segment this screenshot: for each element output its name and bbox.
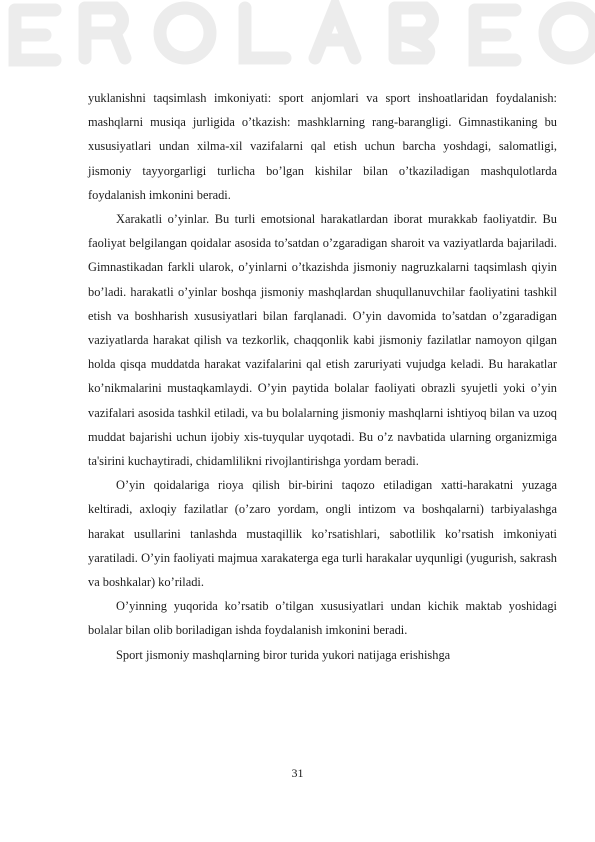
paragraph: yuklanishni taqsimlash imkoniyati: sport anjomlari va sport inshoatlaridan foydalanish: mashqlarni musiqa jurligida o’tkazish: mashklarning rang-barangligi. Gimnastikaning bu xususiyatlari undan xilma-xil vazifalarni qal etish uchun barcha yoshdagi, salomatligi, jismoniy tayyorgarligi turlicha bo’lgan kishilar bilan o’tkaziladigan mashqulotlarda foydalanish imkonini beradi. xyxy=(88,91,557,202)
watermark-logo xyxy=(315,8,355,58)
paragraph: O’yinning yuqorida ko’rsatib o’tilgan xususiyatlari undan kichik maktab yoshidagi bolalar bilan olib boriladigan ishda foydalanish imkonini beradi. xyxy=(88,599,557,638)
watermark-logo xyxy=(395,8,433,58)
watermark-logo xyxy=(85,8,125,58)
watermark-logo xyxy=(160,8,210,58)
document-body xyxy=(88,86,557,667)
paragraph: Sport jismoniy mashqlarning biror turida yukori natijaga erishishga xyxy=(116,647,451,662)
page-number: 31 xyxy=(291,766,304,780)
watermark-logo xyxy=(475,10,515,60)
paragraph: Xarakatli o’yinlar. Bu turli emotsional harakatlardan iborat murakkab faoliyatdir. Bu faoliyat belgilangan qoidalar asosida to’satdan o’zgaradigan sharoit va vaziyatlarda bajariladi. Gimnastikadan farkli ularok, o’yinlarni o’tkazishda jismoniy nagruzkalarni taqsimlash qiyin bo’ladi. harakatli o’yinlar boshqa jismoniy mashqlardan shuqullanuvchilar faoliyatini tashkil etish va boshharish xususiyatlari bilan farqlanadi. O’yin davomida to’satdan o’zgaradigan vaziyatlarda harakat qilish va tezkorlik, chaqqonlik kabi jismoniy fazilatlar namoyon qilgan holda qisqa muddatda harakat vazifalarini qal etish zaruriyati vujudga keladi. Bu harakatlar ko’nikmalarini mustaqkamlaydi. O’yin paytida bolalar faoliyati obrazli syujetli yoki o’yin vazifalari asosida tashkil etiladi, va bu bolalarning jismoniy mashqlarni ishtiyoq bilan va uzoq muddat bajarishi uchun ijobiy xis-tuyqular uyqotadi. Bu o’z navbatida ularning organizmiga ta'sirini kuchaytiradi, chidamlilikni rivojlantirishga yordam beradi. xyxy=(88,212,557,469)
watermark-logo xyxy=(545,8,595,58)
paragraph: O’yin qoidalariga rioya qilish bir-birini taqozo etiladigan xatti-harakatni yuzaga keltiradi, axloqiy fazilatlar (o’zaro yordam, ongli intizom va boshqalarni) tarbiyalashga harakat usullarini tanlashda mustaqillik ko’rsatishlari, sabotlilik ko’rsatish imkoniyati yaratiladi. O’yin faoliyati majmua xarakaterga ega turli harakalar uyqunligi (yugurish, sakrash va boshkalar) ko’riladi. xyxy=(88,478,557,590)
watermark-logo xyxy=(245,8,285,58)
watermark-logo xyxy=(15,10,55,60)
